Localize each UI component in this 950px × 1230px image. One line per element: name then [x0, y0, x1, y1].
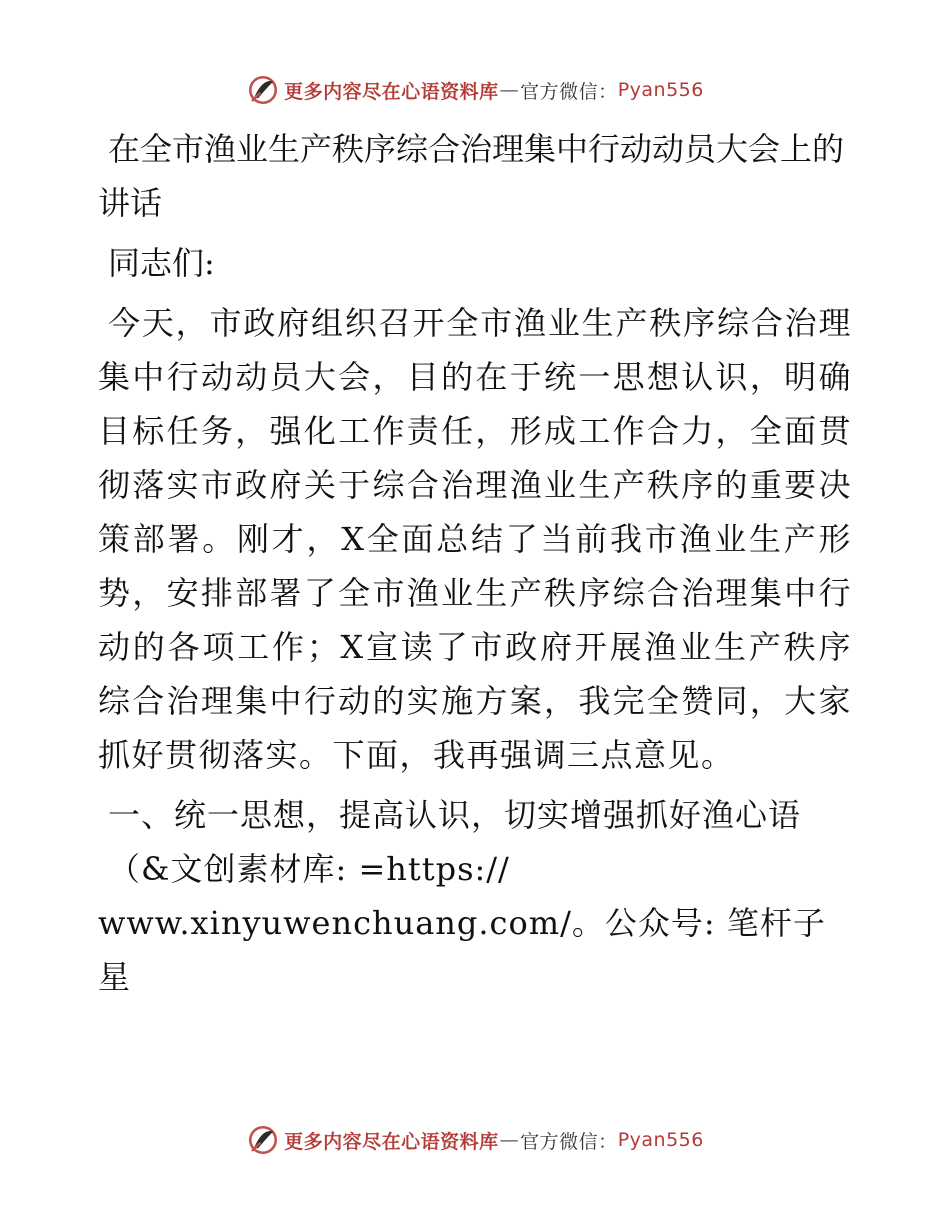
document-body [98, 122, 852, 1004]
section-heading-1-line-2: （&文创素材库: =https:// [108, 850, 510, 888]
document-title: 在全市渔业生产秩序综合治理集中行动动员大会上的讲话 [98, 130, 845, 222]
footer-watermark-banner [0, 1120, 950, 1160]
section-heading-1-line-3: www.xinyuwenchuang.com/。公众号: 笔杆子星 [98, 904, 826, 996]
quill-swirl-logo-icon [246, 73, 280, 107]
header-watermark-banner [0, 70, 950, 110]
banner-dash: — [499, 1129, 520, 1151]
greeting: 同志们: [108, 244, 215, 282]
banner-wechat-label: 官方微信： [520, 1130, 618, 1153]
banner-main-text: 更多内容尽在心语资料库 [284, 80, 499, 103]
section-heading-1 [98, 788, 852, 1004]
paragraph-intro: 今天，市政府组织召开全市渔业生产秩序综合治理集中行动动员大会，目的在于统一思想认识，明确目标任务，强化工作责任，形成工作合力，全面贯彻落实市政府关于综合治理渔业生产秩序的重要决策部署。刚才，X全面总结了当前我市渔业生产形势，安排部署了全市渔业生产秩序综合治理集中行动的各项工作；X宣读了市政府开展渔业生产秩序综合治理集中行动的实施方案，我完全赞同，大家抓好贯彻落实。下面，我再强调三点意见。 [98, 304, 852, 774]
banner-wechat-id: Pyan556 [617, 79, 704, 101]
banner-dash: — [499, 79, 520, 101]
banner-main-text: 更多内容尽在心语资料库 [284, 1130, 499, 1153]
section-heading-1-line-1: 一、统一思想，提高认识，切实增强抓好渔心语 [108, 796, 802, 834]
banner-wechat-id: Pyan556 [617, 1129, 704, 1151]
quill-swirl-logo-icon [246, 1123, 280, 1157]
banner-wechat-label: 官方微信： [520, 80, 618, 103]
